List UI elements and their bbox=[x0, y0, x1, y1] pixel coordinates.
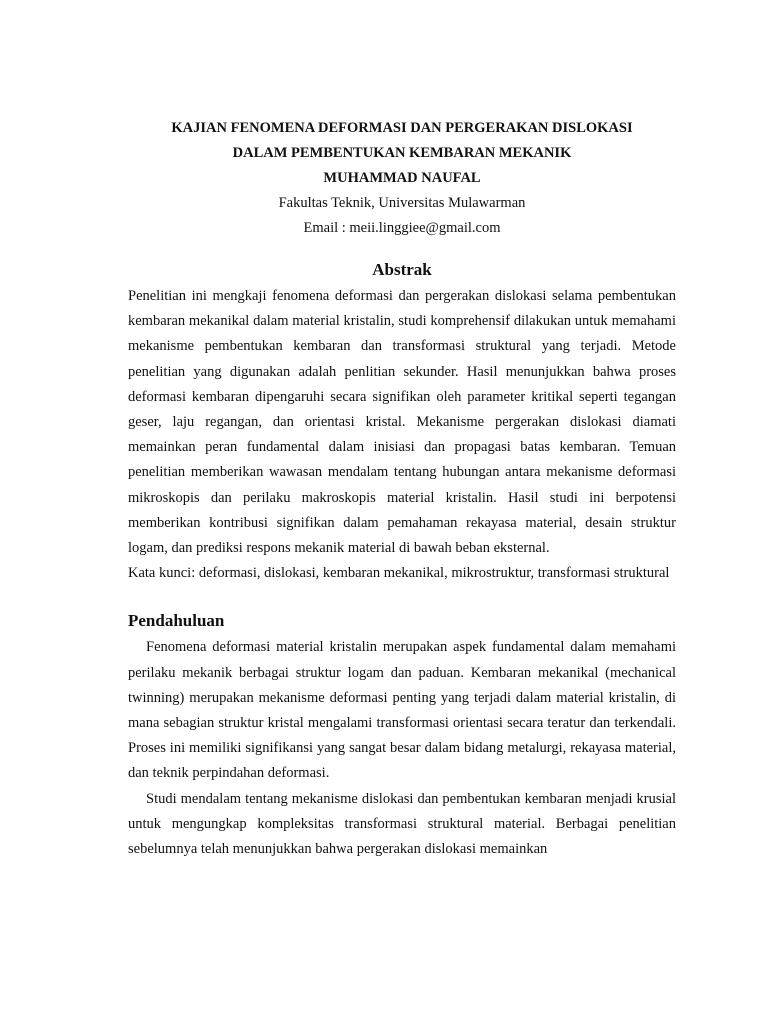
paper-title-line-2: DALAM PEMBENTUKAN KEMBARAN MEKANIK bbox=[232, 145, 572, 161]
abstract-body: Penelitian ini mengkaji fenomena deformasi dan pergerakan dislokasi selama pembentukan kembaran mekanikal dalam material kristalin, studi komprehensif dilakukan untuk memahami mekanisme pembentukan kembaran dan transformasi struktural yang terjadi. Metode penelitian yang digunakan adalah penlitian sekunder. Hasil menunjukkan bahwa proses deformasi kembaran dipengaruhi secara signifikan oleh parameter kritikal seperti tegangan geser, laju regangan, dan orientasi kristal. Mekanisme pergerakan dislokasi diamati memainkan peran fundamental dalam inisiasi dan propagasi batas kembaran. Temuan penelitian memberikan wawasan mendalam tentang hubungan antara mekanisme deformasi mikroskopis dan perilaku makroskopis material kristalin. Hasil studi ini berpotensi memberikan kontribusi signifikan dalam pemahaman rekayasa material, desain struktur logam, dan prediksi respons mekanik material di bawah beban eksternal. bbox=[128, 288, 676, 557]
keywords: Kata kunci: deformasi, dislokasi, kembaran mekanikal, mikrostruktur, transformasi struktural bbox=[128, 565, 670, 582]
affiliation: Fakultas Teknik, Universitas Mulawarman bbox=[278, 195, 526, 211]
introduction-paragraph-1: Fenomena deformasi material kristalin merupakan aspek fundamental dalam memahami perilaku mekanik berbagai struktur logam dan paduan. Kembaran mekanikal (mechanical twinning) merupakan mekanisme deformasi penting yang terjadi dalam material kristalin, di mana sebagian struktur kristal mengalami transformasi orientasi secara teratur dan terkendali. Proses ini memiliki signifikansi yang sangat besar dalam bidang metalurgi, rekayasa material, dan teknik perpindahan deformasi. bbox=[128, 639, 676, 782]
paper-page bbox=[128, 116, 676, 862]
abstract-heading: Abstrak bbox=[372, 260, 432, 279]
paper-title-line-1: KAJIAN FENOMENA DEFORMASI DAN PERGERAKAN DISLOKASI bbox=[171, 120, 633, 136]
author-name: MUHAMMAD NAUFAL bbox=[323, 170, 481, 186]
introduction-paragraph-2: Studi mendalam tentang mekanisme dislokasi dan pembentukan kembaran menjadi krusial untuk mengungkap kompleksitas transformasi struktural material. Berbagai penelitian sebelumnya telah menunjukkan bahwa pergerakan dislokasi memainkan bbox=[128, 790, 676, 858]
introduction-heading: Pendahuluan bbox=[128, 611, 225, 631]
author-email: Email : meii.linggiee@gmail.com bbox=[303, 220, 501, 236]
